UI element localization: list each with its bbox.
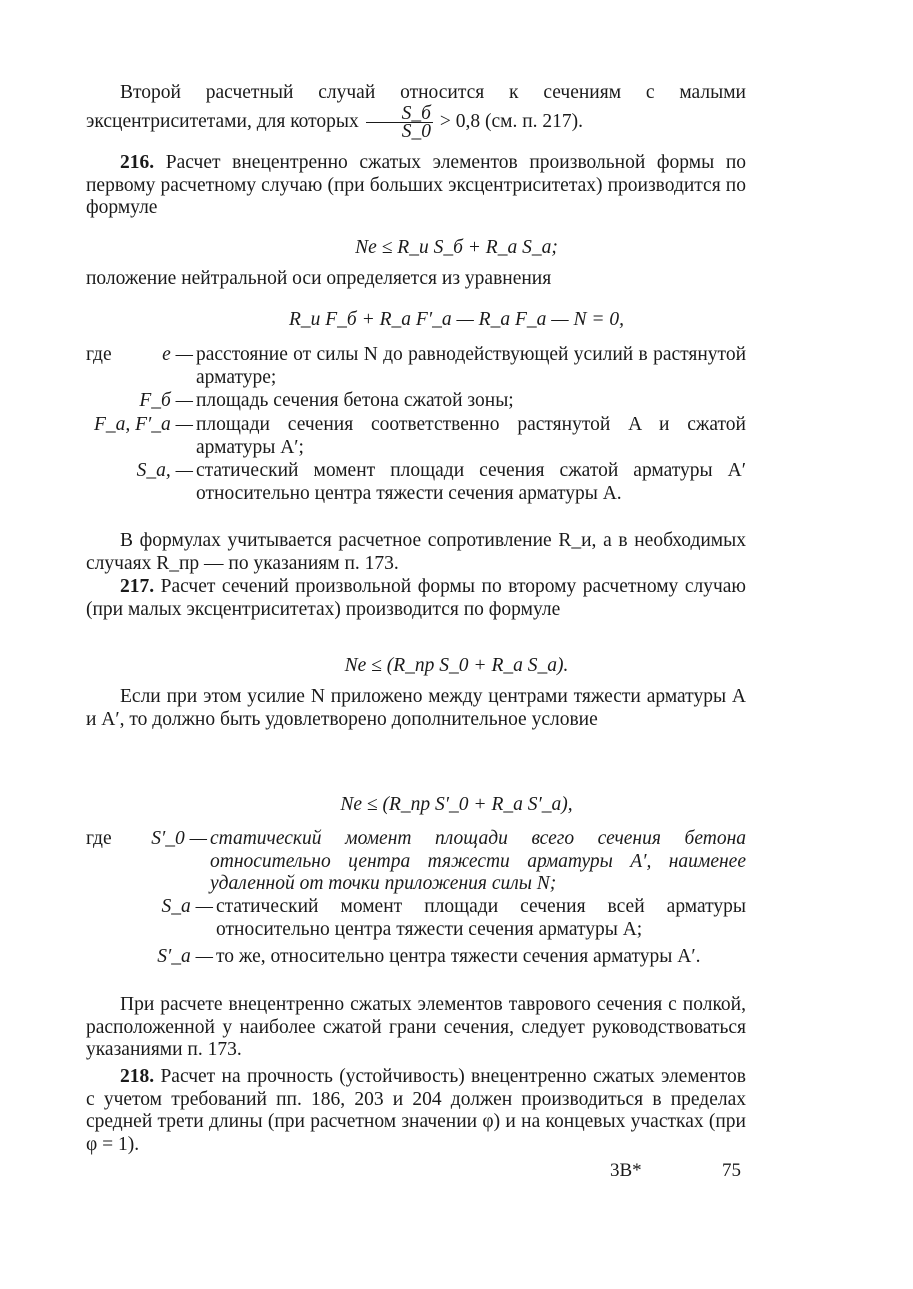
definition-text: расстояние от силы N до равнодействующей усилий в растянутой арматуре; [196,344,746,388]
section-217-text2: Если при этом усилие N приложено между центрами тяжести арматуры A и A′, то должно быть удовлетворено дополнительное условие [86,686,746,730]
definition-217-sa [161,896,746,941]
definition-216-e [162,344,746,389]
definition-text: статический момент площади сечения сжатой арматуры A′ относительно центра тяжести сечения арматуры A. [196,460,746,504]
section-217-number: 217. [120,576,155,597]
fraction-numerator: S_б [366,105,433,123]
definition-term: F_а, F′_а — [93,414,193,435]
section-216-line: положение нейтральной оси определяется из уравнения [86,268,552,289]
definition-term: S′_0 — [151,828,207,849]
section-218-text: Расчет на прочность (устойчивость) внецентренно сжатых элементов с учетом требований пп. 186, 203 и 204 должен производиться в пределах средней трети длины (при расчетном значении φ) и на концевых участках (при φ = 1). [86,1066,746,1155]
definition-text: площади сечения соответственно растянутой A и сжатой арматуры A′; [196,414,746,458]
section-218-number: 218. [120,1066,155,1087]
section-217-note: При расчете внецентренно сжатых элементов таврового сечения с полкой, расположенной у наиболее сжатой грани сечения, следует руководствоваться указаниями п. 173. [86,994,746,1060]
definition-term: S′_а — [157,946,213,967]
definition-216-fb [139,390,746,413]
section-216-number: 216. [120,152,155,173]
definition-text: то же, относительно центра тяжести сечения арматуры A′. [216,946,701,967]
definition-term: e — [162,344,193,365]
page-number: 75 [722,1160,741,1181]
section-216-text: Расчет внецентренно сжатых элементов произвольной формы по первому расчетному случаю (при больших эксцентриситетах) производится по формуле [86,152,747,218]
section-216-paragraph [86,152,746,220]
formula-216-2: R_и F_б + R_а F′_а — R_а F_а — N = 0, [288,309,625,330]
formula-216-1: Ne ≤ R_и S_б + R_а S_а; [355,237,558,258]
definition-term: S_а, — [136,460,193,481]
section-216-note: В формулах учитывается расчетное сопротивление R_и, а в необходимых случаях R_пр — по указаниям п. 173. [86,530,746,574]
definition-217-sa-prime [157,946,746,969]
section-218-paragraph [86,1066,746,1156]
intro-text-a: Второй расчетный случай относится к сечениям с малыми эксцентриситетами, для которых [86,82,746,132]
definition-216-sa [136,460,746,505]
definition-text: статический момент площади всего сечения бетона относительно центра тяжести арматуры A′, наименее удаленной от точки приложения силы N; [210,828,746,894]
where-label-216: где [86,344,112,365]
definition-term: F_б — [139,390,193,411]
definition-text: статический момент площади сечения всей арматуры относительно центра тяжести сечения арматуры A; [216,896,746,940]
formula-217-1: Ne ≤ (R_пр S_0 + R_а S_а). [344,655,569,676]
formula-217-2: Ne ≤ (R_пр S′_0 + R_а S′_а), [340,794,573,815]
section-217-text: Расчет сечений произвольной формы по второму расчетному случаю (при малых эксцентриситетах) производится по формуле [86,576,746,620]
signature-mark: 3В* [610,1160,642,1181]
definition-text: площадь сечения бетона сжатой зоны; [196,390,514,411]
definition-217-s0 [151,828,746,896]
fraction-denominator: S_0 [401,120,431,142]
intro-text-b: > 0,8 (см. п. 217). [439,110,584,132]
definition-term: S_а — [161,896,213,917]
intro-paragraph [86,82,746,140]
definition-216-fa [93,414,746,459]
ratio-fraction [366,102,433,142]
section-217-paragraph [86,576,746,621]
where-label-217: где [86,828,112,849]
